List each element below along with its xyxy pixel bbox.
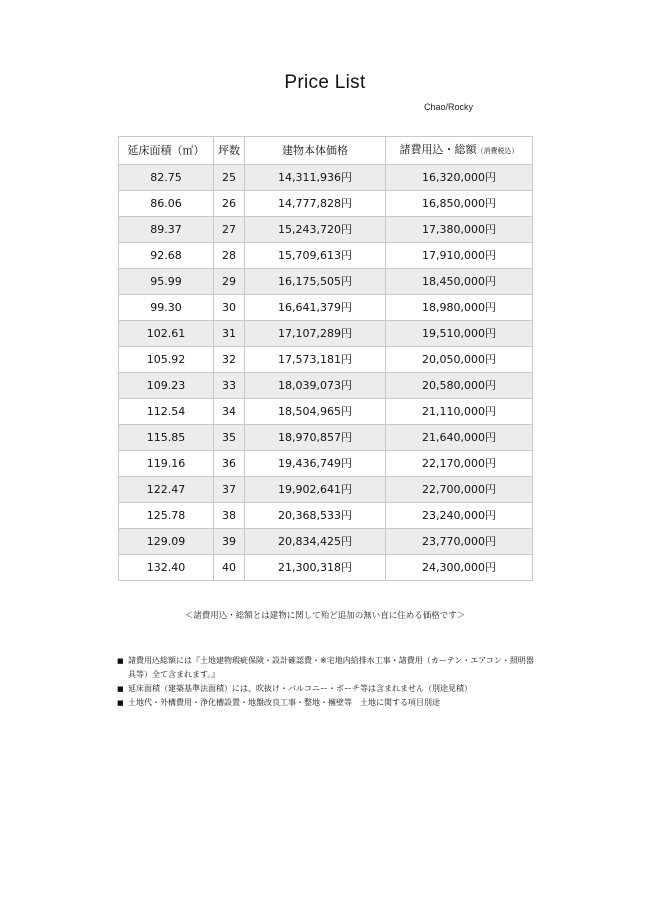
cell-floor-area: 89.37 xyxy=(119,217,214,243)
cell-total-price: 16,850,000円 xyxy=(386,191,533,217)
cell-floor-area: 105.92 xyxy=(119,347,214,373)
table-row xyxy=(119,243,533,269)
cell-building-price: 15,243,720円 xyxy=(245,217,386,243)
cell-building-price: 19,902,641円 xyxy=(245,477,386,503)
cell-tsubo: 31 xyxy=(214,321,245,347)
cell-total-price: 21,110,000円 xyxy=(386,399,533,425)
cell-building-price: 20,834,425円 xyxy=(245,529,386,555)
cell-tsubo: 25 xyxy=(214,165,245,191)
cell-floor-area: 99.30 xyxy=(119,295,214,321)
cell-building-price: 18,970,857円 xyxy=(245,425,386,451)
cell-total-price: 21,640,000円 xyxy=(386,425,533,451)
note-item xyxy=(117,682,537,696)
cell-building-price: 17,573,181円 xyxy=(245,347,386,373)
header-total-label: 諸費用込・総額 xyxy=(399,143,477,156)
table-body xyxy=(119,165,533,581)
table-row xyxy=(119,503,533,529)
price-table xyxy=(118,136,533,581)
cell-building-price: 15,709,613円 xyxy=(245,243,386,269)
cell-floor-area: 86.06 xyxy=(119,191,214,217)
cell-tsubo: 37 xyxy=(214,477,245,503)
table-row xyxy=(119,165,533,191)
header-total-price xyxy=(386,137,533,165)
cell-total-price: 22,700,000円 xyxy=(386,477,533,503)
cell-tsubo: 38 xyxy=(214,503,245,529)
table-row xyxy=(119,295,533,321)
header-building-price: 建物本体価格 xyxy=(245,137,386,165)
cell-floor-area: 102.61 xyxy=(119,321,214,347)
note-text: 土地代・外構費用・浄化槽設置・地盤改良工事・整地・擁壁等 土地に関する項目別途 xyxy=(128,698,440,707)
cell-tsubo: 34 xyxy=(214,399,245,425)
cell-tsubo: 32 xyxy=(214,347,245,373)
cell-building-price: 14,777,828円 xyxy=(245,191,386,217)
cell-floor-area: 92.68 xyxy=(119,243,214,269)
header-floor-area: 延床面積（㎡） xyxy=(119,137,214,165)
cell-total-price: 19,510,000円 xyxy=(386,321,533,347)
bullet-square-icon: ■ xyxy=(117,657,124,665)
cell-tsubo: 30 xyxy=(214,295,245,321)
cell-tsubo: 36 xyxy=(214,451,245,477)
author-label: Chao/Rocky xyxy=(424,102,474,112)
cell-total-price: 16,320,000円 xyxy=(386,165,533,191)
table-row xyxy=(119,191,533,217)
bullet-square-icon: ■ xyxy=(117,699,124,707)
table-row xyxy=(119,269,533,295)
cell-tsubo: 28 xyxy=(214,243,245,269)
cell-tsubo: 29 xyxy=(214,269,245,295)
cell-total-price: 18,450,000円 xyxy=(386,269,533,295)
cell-floor-area: 82.75 xyxy=(119,165,214,191)
cell-floor-area: 132.40 xyxy=(119,555,214,581)
cell-building-price: 16,641,379円 xyxy=(245,295,386,321)
cell-building-price: 17,107,289円 xyxy=(245,321,386,347)
cell-building-price: 18,039,073円 xyxy=(245,373,386,399)
cell-floor-area: 109.23 xyxy=(119,373,214,399)
table-row xyxy=(119,477,533,503)
cell-total-price: 18,980,000円 xyxy=(386,295,533,321)
table-row xyxy=(119,373,533,399)
cell-tsubo: 40 xyxy=(214,555,245,581)
cell-total-price: 24,300,000円 xyxy=(386,555,533,581)
bullet-square-icon: ■ xyxy=(117,685,124,693)
cell-building-price: 21,300,318円 xyxy=(245,555,386,581)
cell-total-price: 20,580,000円 xyxy=(386,373,533,399)
header-tax-note: （消費税込） xyxy=(476,147,519,155)
cell-floor-area: 122.47 xyxy=(119,477,214,503)
table-header-row xyxy=(119,137,533,165)
cell-floor-area: 119.16 xyxy=(119,451,214,477)
cell-total-price: 17,910,000円 xyxy=(386,243,533,269)
cell-tsubo: 26 xyxy=(214,191,245,217)
note-item xyxy=(117,654,537,682)
note-text: 延床面積（建築基準法面積）には、吹抜け・バルコニー・ポーチ等は含まれません（別途見積） xyxy=(128,684,472,693)
cell-tsubo: 35 xyxy=(214,425,245,451)
note-text: 諸費用込総額には『土地建物瑕疵保険・設計確認費・※宅地内給排水工事・諸費用（カーテン・エアコン・照明器具等）全て含まれます。』 xyxy=(128,656,534,679)
header-tsubo: 坪数 xyxy=(214,137,245,165)
cell-floor-area: 125.78 xyxy=(119,503,214,529)
cell-building-price: 20,368,533円 xyxy=(245,503,386,529)
table-row xyxy=(119,555,533,581)
cell-building-price: 19,436,749円 xyxy=(245,451,386,477)
cell-floor-area: 95.99 xyxy=(119,269,214,295)
cell-building-price: 14,311,936円 xyxy=(245,165,386,191)
cell-floor-area: 129.09 xyxy=(119,529,214,555)
table-row xyxy=(119,451,533,477)
table-row xyxy=(119,217,533,243)
table-row xyxy=(119,347,533,373)
table-row xyxy=(119,399,533,425)
cell-total-price: 22,170,000円 xyxy=(386,451,533,477)
cell-total-price: 23,770,000円 xyxy=(386,529,533,555)
table-row xyxy=(119,321,533,347)
cell-building-price: 16,175,505円 xyxy=(245,269,386,295)
cell-total-price: 17,380,000円 xyxy=(386,217,533,243)
table-row xyxy=(119,529,533,555)
cell-tsubo: 27 xyxy=(214,217,245,243)
page-title: Price List xyxy=(284,72,366,93)
cell-floor-area: 115.85 xyxy=(119,425,214,451)
table-caption: ＜諸費用込・総額とは建物に関して殆ど追加の無い直に住める価格です＞ xyxy=(184,611,466,621)
notes-list xyxy=(117,654,537,710)
cell-tsubo: 39 xyxy=(214,529,245,555)
cell-building-price: 18,504,965円 xyxy=(245,399,386,425)
cell-floor-area: 112.54 xyxy=(119,399,214,425)
note-item xyxy=(117,696,537,710)
cell-tsubo: 33 xyxy=(214,373,245,399)
table-row xyxy=(119,425,533,451)
cell-total-price: 23,240,000円 xyxy=(386,503,533,529)
cell-total-price: 20,050,000円 xyxy=(386,347,533,373)
